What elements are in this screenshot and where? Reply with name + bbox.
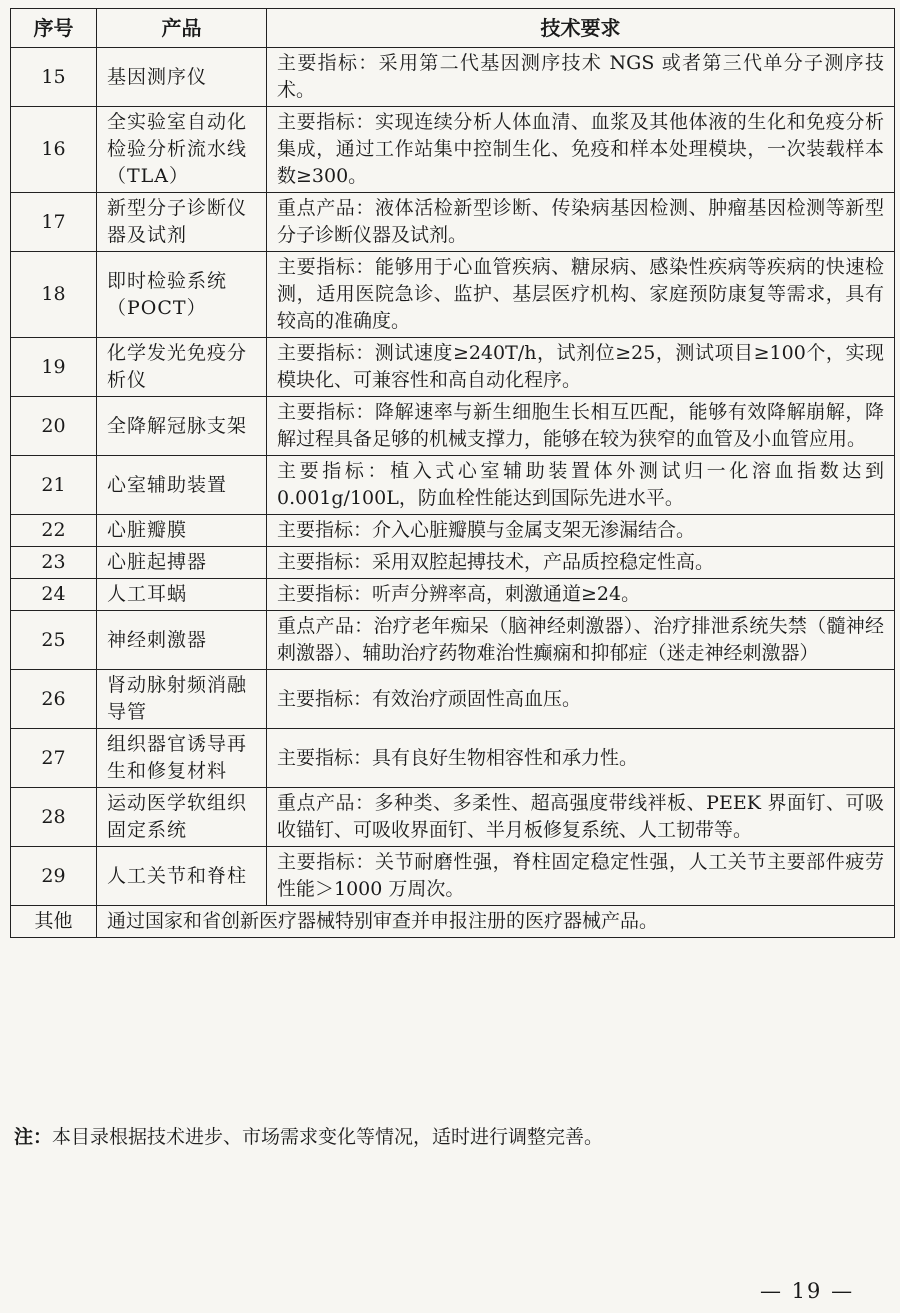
row-product: 化学发光免疫分析仪 xyxy=(97,338,267,397)
table-row xyxy=(11,729,895,788)
row-requirement: 主要指标：植入式心室辅助装置体外测试归一化溶血指数达到 0.001g/100L，防血栓性能达到国际先进水平。 xyxy=(267,456,895,515)
row-product: 心脏瓣膜 xyxy=(97,515,267,547)
row-product: 运动医学软组织固定系统 xyxy=(97,788,267,847)
table-row xyxy=(11,456,895,515)
table-row xyxy=(11,547,895,579)
row-requirement: 主要指标：具有良好生物相容性和承力性。 xyxy=(267,729,895,788)
row-product: 新型分子诊断仪器及试剂 xyxy=(97,193,267,252)
row-requirement: 主要指标：听声分辨率高，刺激通道≥24。 xyxy=(267,579,895,611)
table-header-row xyxy=(11,9,895,48)
row-product: 人工耳蜗 xyxy=(97,579,267,611)
row-requirement: 重点产品：多种类、多柔性、超高强度带线袢板、PEEK 界面钉、可吸收锚钉、可吸收界面钉、半月板修复系统、人工韧带等。 xyxy=(267,788,895,847)
table-body xyxy=(11,48,895,906)
row-number: 17 xyxy=(11,193,97,252)
table-row-other xyxy=(11,906,895,938)
row-number: 18 xyxy=(11,252,97,338)
table-row xyxy=(11,611,895,670)
row-number: 29 xyxy=(11,847,97,906)
footnote-label: 注： xyxy=(14,1126,53,1148)
row-requirement: 主要指标：能够用于心血管疾病、糖尿病、感染性疾病等疾病的快速检测，适用医院急诊、监护、基层医疗机构、家庭预防康复等需求，具有较高的准确度。 xyxy=(267,252,895,338)
row-requirement: 主要指标：介入心脏瓣膜与金属支架无渗漏结合。 xyxy=(267,515,895,547)
row-number: 28 xyxy=(11,788,97,847)
row-product: 全降解冠脉支架 xyxy=(97,397,267,456)
row-requirement: 主要指标：有效治疗顽固性高血压。 xyxy=(267,670,895,729)
row-requirement: 主要指标：实现连续分析人体血清、血浆及其他体液的生化和免疫分析集成，通过工作站集中控制生化、免疫和样本处理模块，一次装载样本数≥300。 xyxy=(267,107,895,193)
row-requirement: 主要指标：测试速度≥240T/h，试剂位≥25，测试项目≥100个，实现模块化、可兼容性和高自动化程序。 xyxy=(267,338,895,397)
row-product: 心室辅助装置 xyxy=(97,456,267,515)
header-product: 产品 xyxy=(97,9,267,48)
row-number: 22 xyxy=(11,515,97,547)
row-requirement: 重点产品：液体活检新型诊断、传染病基因检测、肿瘤基因检测等新型分子诊断仪器及试剂。 xyxy=(267,193,895,252)
row-number: 21 xyxy=(11,456,97,515)
row-product: 心脏起搏器 xyxy=(97,547,267,579)
row-other-requirement: 通过国家和省创新医疗器械特别审查并申报注册的医疗器械产品。 xyxy=(97,906,895,938)
row-number: 20 xyxy=(11,397,97,456)
row-product: 全实验室自动化检验分析流水线（TLA） xyxy=(97,107,267,193)
row-number: 19 xyxy=(11,338,97,397)
table-row xyxy=(11,107,895,193)
row-product: 神经刺激器 xyxy=(97,611,267,670)
row-requirement: 主要指标：采用双腔起搏技术，产品质控稳定性高。 xyxy=(267,547,895,579)
row-product: 组织器官诱导再生和修复材料 xyxy=(97,729,267,788)
table-row xyxy=(11,515,895,547)
row-number: 15 xyxy=(11,48,97,107)
row-number: 25 xyxy=(11,611,97,670)
row-number: 26 xyxy=(11,670,97,729)
row-number: 其他 xyxy=(11,906,97,938)
footnote xyxy=(14,1124,603,1151)
table-row xyxy=(11,788,895,847)
row-product: 基因测序仪 xyxy=(97,48,267,107)
row-requirement: 重点产品：治疗老年痴呆（脑神经刺激器）、治疗排泄系统失禁（髓神经刺激器）、辅助治疗药物难治性癫痫和抑郁症（迷走神经刺激器） xyxy=(267,611,895,670)
row-number: 24 xyxy=(11,579,97,611)
table-row xyxy=(11,48,895,107)
header-technical-requirements: 技术要求 xyxy=(267,9,895,48)
table-row xyxy=(11,193,895,252)
table-row xyxy=(11,847,895,906)
row-number: 23 xyxy=(11,547,97,579)
row-number: 27 xyxy=(11,729,97,788)
row-product: 人工关节和脊柱 xyxy=(97,847,267,906)
row-requirement: 主要指标：采用第二代基因测序技术 NGS 或者第三代单分子测序技术。 xyxy=(267,48,895,107)
row-product: 即时检验系统（POCT） xyxy=(97,252,267,338)
table-row xyxy=(11,252,895,338)
page-number: — 19 — xyxy=(760,1279,855,1303)
row-number: 16 xyxy=(11,107,97,193)
table-row xyxy=(11,338,895,397)
table-row xyxy=(11,670,895,729)
footnote-text: 本目录根据技术进步、市场需求变化等情况，适时进行调整完善。 xyxy=(52,1126,604,1148)
table-row xyxy=(11,579,895,611)
catalog-table xyxy=(10,8,895,938)
table-row xyxy=(11,397,895,456)
row-product: 肾动脉射频消融导管 xyxy=(97,670,267,729)
header-serial-number: 序号 xyxy=(11,9,97,48)
row-requirement: 主要指标：关节耐磨性强，脊柱固定稳定性强，人工关节主要部件疲劳性能＞1000 万周次。 xyxy=(267,847,895,906)
row-requirement: 主要指标：降解速率与新生细胞生长相互匹配，能够有效降解崩解，降解过程具备足够的机械支撑力，能够在较为狭窄的血管及小血管应用。 xyxy=(267,397,895,456)
